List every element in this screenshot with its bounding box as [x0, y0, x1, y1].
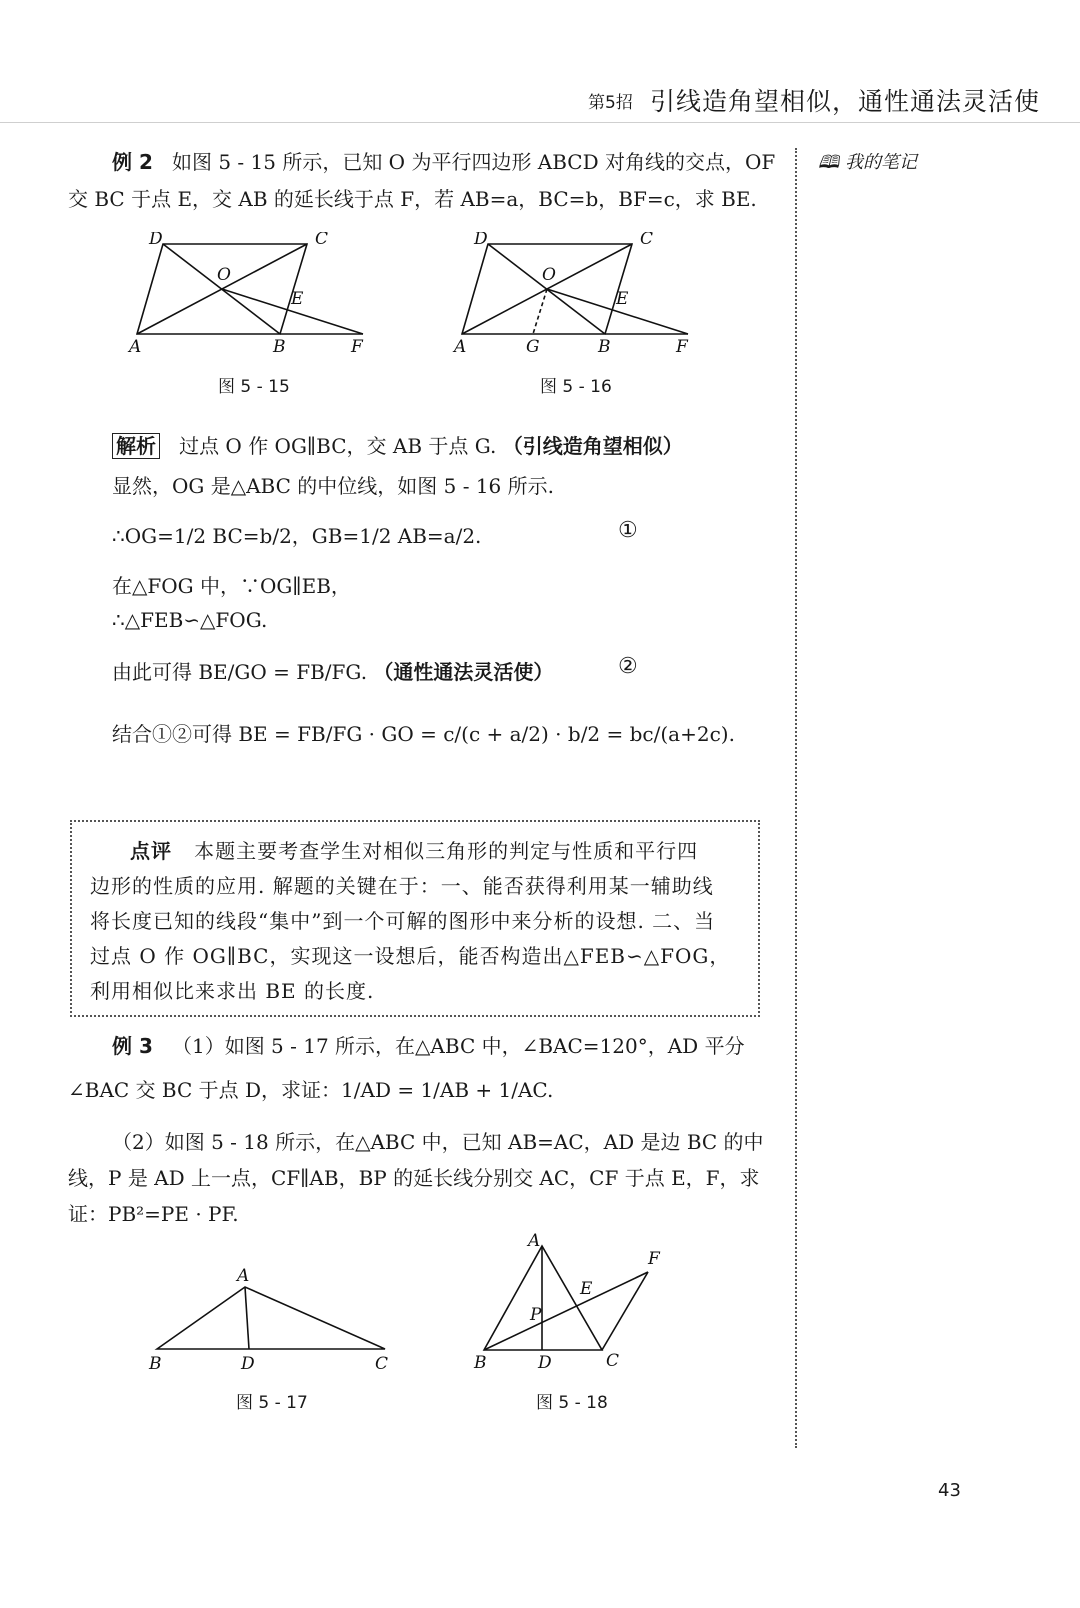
label-b: B — [273, 337, 286, 357]
example3-text1: （1）如图 5 - 17 所示，在△ABC 中，∠BAC=120°，AD 平分 — [171, 1034, 745, 1058]
label-a: A — [129, 337, 142, 357]
comment-label: 点评 — [130, 839, 172, 863]
solution-line4: 在△FOG 中，∵OG∥EB， — [112, 574, 351, 598]
label-e: E — [616, 289, 629, 309]
label-c: C — [606, 1351, 620, 1371]
label-f: F — [351, 337, 363, 357]
example3-line3: （2）如图 5 - 18 所示，在△ABC 中，已知 AB=AC，AD 是边 BC 的中 — [112, 1130, 764, 1154]
solution-line2: 显然，OG 是△ABC 的中位线，如图 5 - 16 所示. — [112, 474, 555, 498]
notes-divider — [795, 148, 797, 1448]
example3-line4: 线，P 是 AD 上一点，CF∥AB，BP 的延长线分别交 AC，CF 于点 E，F，求 — [68, 1166, 760, 1190]
example3-line2: ∠BAC 交 BC 于点 D，求证：1/AD = 1/AB + 1/AC. — [68, 1078, 554, 1102]
caption-5-18: 图 5 - 18 — [536, 1393, 608, 1413]
label-a: A — [454, 337, 467, 357]
solution-line3: ∴OG=1/2 BC=b/2，GB=1/2 AB=a/2. — [112, 524, 482, 548]
solution-line5: ∴△FEB∽△FOG. — [112, 608, 268, 632]
figure-5-18 — [470, 1232, 680, 1382]
segment-bf — [484, 1272, 648, 1350]
figure-5-17 — [145, 1265, 405, 1380]
segment-ad — [245, 1287, 249, 1349]
label-b: B — [149, 1354, 162, 1374]
notes-heading — [818, 148, 917, 180]
comment-line3: 将长度已知的线段“集中”到一个可解的图形中来分析的设想. 二、当 — [90, 909, 716, 933]
solution-text6: 由此可得 BE/GO = FB/FG. — [112, 660, 368, 684]
label-a: A — [237, 1266, 250, 1286]
label-e: E — [291, 289, 304, 309]
caption-5-15: 图 5 - 15 — [218, 377, 290, 397]
solution-line1 — [112, 430, 683, 459]
label-f: F — [648, 1249, 660, 1269]
example2-label: 例 2 — [112, 150, 153, 174]
label-o: O — [217, 265, 231, 285]
caption-5-17: 图 5 - 17 — [236, 1393, 308, 1413]
example3-label: 例 3 — [112, 1034, 153, 1058]
solution-line7: 结合①②可得 BE = FB/FG · GO = c/(c + a/2) · b/2 = bc/(a+2c). — [112, 722, 735, 746]
header-divider — [0, 122, 1080, 123]
equation-mark-1: ① — [618, 518, 638, 543]
label-d: D — [149, 232, 163, 249]
label-d: D — [474, 232, 488, 249]
label-f: F — [676, 337, 688, 357]
equation-mark-2: ② — [618, 654, 638, 679]
example2-line2: 交 BC 于点 E，交 AB 的延长线于点 F，若 AB=a，BC=b，BF=c，求 BE. — [68, 187, 757, 211]
caption-5-16: 图 5 - 16 — [540, 377, 612, 397]
example2-text1: 如图 5 - 15 所示，已知 O 为平行四边形 ABCD 对角线的交点，OF — [171, 150, 776, 174]
label-d: D — [538, 1353, 552, 1373]
chapter-title: 引线造角望相似，通性通法灵活使 — [650, 87, 1041, 116]
label-c: C — [375, 1354, 389, 1374]
label-p: P — [530, 1305, 542, 1325]
label-b: B — [474, 1353, 487, 1373]
comment-text1: 本题主要考查学生对相似三角形的判定与性质和平行四 — [194, 839, 699, 863]
figure-5-15 — [125, 232, 375, 372]
label-c: C — [315, 232, 329, 249]
example3-line1 — [112, 1030, 745, 1059]
chapter-label: 第5招 — [588, 93, 633, 113]
page-number: 43 — [938, 1480, 961, 1501]
label-b: B — [598, 337, 611, 357]
label-e: E — [580, 1279, 593, 1299]
solution-text1: 过点 O 作 OG∥BC，交 AB 于点 G. — [179, 434, 497, 458]
solution-hint1: （引线造角望相似） — [502, 434, 683, 458]
figure-5-16 — [450, 232, 700, 372]
book-icon: 🕮 — [818, 152, 840, 173]
comment-line4: 过点 O 作 OG∥BC，实现这一设想后，能否构造出△FEB∽△FOG， — [90, 944, 731, 968]
label-c: C — [640, 232, 654, 249]
solution-hint2: （通性通法灵活使） — [373, 660, 554, 684]
notes-label: 我的笔记 — [844, 152, 917, 173]
comment-line2: 边形的性质的应用. 解题的关键在于：一、能否获得利用某一辅助线 — [90, 874, 714, 898]
solution-line6 — [112, 656, 553, 685]
comment-line1 — [130, 835, 698, 864]
label-g: G — [526, 337, 540, 357]
label-a: A — [528, 1232, 541, 1251]
example3-line5: 证：PB²=PE · PF. — [68, 1202, 239, 1226]
example2-line1 — [112, 146, 775, 175]
triangle-abc — [157, 1287, 385, 1349]
solution-label: 解析 — [112, 433, 160, 459]
label-d: D — [241, 1354, 255, 1374]
comment-line5: 利用相似比来求出 BE 的长度. — [90, 979, 375, 1003]
label-o: O — [542, 265, 556, 285]
